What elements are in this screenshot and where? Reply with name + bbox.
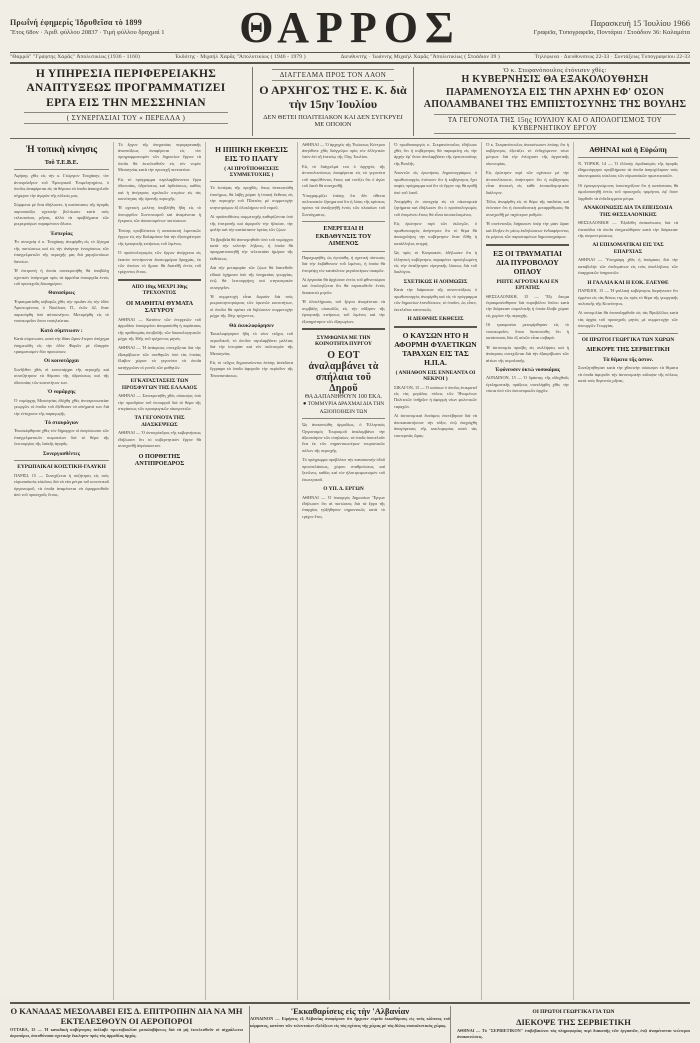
c1-sub-koinotarches: Οἱ κοινοτάρχαι — [14, 358, 109, 364]
c3-p1: Τὸ ἑσπέρας τῆς προχθές, ὅπως ἀνεκοινώθη ἐπισήμως, θὰ λάβῃ χώραν ἡ ἱππικὴ ἔκθεσις εἰς τὴν περιοχὴν τοῦ Πλατέος μὲ συμμετοχὴν κτηνοτρόφων ἐξ ὁλοκλήρου τοῦ νομοῦ. — [210, 185, 293, 211]
bottom-headline-canada — [10, 1006, 243, 1043]
c5-p8: Αἱ ἀστυνομικαὶ δυνάμεις ἐπενέβησαν διὰ νὰ ἀποκαταστήσουν τὴν τάξιν, ἐνῷ ἐκηρύχθη ἀπαγόρευσις τῆς κυκλοφορίας κατὰ τὰς νυκτερινὰς ὥρας. — [394, 413, 477, 439]
c5-p3: Ἀνεφέρθη ἐν συνεχείᾳ εἰς τὰ οἰκονομικὰ ζητήματα καὶ ἐδήλωσεν ὅτι ὁ προϋπολογισμὸς τοῦ ἑπομένου ἔτους θὰ εἶναι ἰσοσκελισμένος. — [394, 199, 477, 218]
c2-headline-diaskepsis: ΤΑ ΓΕΓΟΝΟΤΑ ΤΗΣ ΔΙΑΣΚΕΨΕΩΣ — [118, 415, 201, 428]
c2-p7: ΑΘΗΝΑΙ — Ἡ ἀνάκρισις συνεχίζεται διὰ τὴν ἐξακρίβωσιν τῶν συνθηκῶν ὑπὸ τὰς ὁποίας ἔλαβον χώραν τὰ γεγονότα τὰ ὁποῖα κατήγγειλαν οἱ γονεῖς τῶν μαθητῶν. — [118, 345, 201, 371]
c7-sub-anakoinosis: ΑΝΑΚΟΙΝΩΣΙΣ ΔΙΑ ΤΑ ΕΠΕΙΣΟΔΙΑ ΤΗΣ ΘΕΣΣΑΛΟΝΙΚΗΣ — [578, 205, 678, 218]
c5-p1: Ὁ πρωθυπουργὸς κ. Στεφανόπουλος ἐδήλωσε χθὲς ὅτι ἡ κυβέρνησις θὰ παραμείνῃ εἰς τὴν ἀρχὴν ἐφ' ὅσον ἀπολαμβάνει τῆς ἐμπιστοσύνης τῆς Βουλῆς. — [394, 142, 477, 168]
c1-p3: Ἐν συνεχείᾳ ὁ κ. Τσοχάκης ἀνεφέρθη εἰς τὸ ζήτημα τῆς πιστώσεως καὶ εἰς τὴν ἀνάγκην ἐνισχύσεως τῶν ἐπαγγελματιῶν τῆς περιοχῆς μας διὰ χαμηλοτόκων δανείων. — [14, 239, 109, 265]
offices-line: Γραφεῖα, Τυπογραφεῖα, Ποντάρια / Στοάδιον 36: Καλαμάτα — [495, 29, 690, 38]
headline-mid-kicker: ΔΙΑΓΓΕΛΜΑ ΠΡΟΣ ΤΟΝ ΛΑΟΝ — [272, 69, 394, 81]
c7-p3: ΘΕΣΣΑΛΟΝΙΚΗ — Ἐξεδόθη ἀνακοίνωσις διὰ τὰ ἐπεισόδια τὰ ὁποῖα ἐσημειώθησαν κατὰ τὴν διάρκειαν τῆς συγκεντρώσεως. — [578, 220, 678, 239]
feature-eot-bullet — [302, 400, 385, 416]
c3-p6: Ἐκυκλοφόρησεν ἤδη τὸ νέον τεῦχος τοῦ περιοδικοῦ, τὸ ὁποῖον περιλαμβάνει μελέτας διὰ τὴν ἱστορίαν καὶ τὸν πολιτισμὸν τῆς Μεσσηνίας. — [210, 331, 293, 357]
headline-mid-note: ΔΕΝ ΘΕΤΕΙ ΠΟΛΙΤΕΙΑΚΟΝ ΚΑΙ ΔΕΝ ΣΥΓΚΡΥΕΙ ΜΕ ΟΠΟΙΟΝ — [258, 114, 408, 128]
c6-headline-traumatiai: ΕΞ ΟΙ ΤΡΑΥΜΑΤΙΑΙ ΔΙΑ ΠΥΡΟΒΟΛΟΥ ΟΠΛΟΥ — [486, 249, 569, 276]
c6-p3: Τέλος ἀνεφέρθη εἰς τὸ θέμα τῆς παιδείας καὶ ἐτόνισεν ὅτι ἡ ἐκπαιδευτικὴ μεταρρύθμισις θὰ συνεχισθῇ μὲ ταχύτερον ρυθμόν. — [486, 199, 569, 218]
c1-p8: Ὁ νομάρχης Μεσσηνίας ἐδέχθη χθὲς ἀντιπροσωπείαν γεωργῶν οἱ ὁποῖοι τοῦ ἐξέθεσαν τὰ αἰτήματά των διὰ τὴν ἐνίσχυσιν τῆς παραγωγῆς. — [14, 398, 109, 417]
c1-p2: Σύμφωνα μὲ ὅσα ἐδήλωσεν, ἡ κατάστασις τῆς ἀγορᾶς παρουσιάζει σχετικὴν βελτίωσιν κατὰ τοὺς τελευταίους μῆνας, ἀλλὰ τὰ προβλήματα τῶν μικρεμπόρων παραμένουν ἄλυτα. — [14, 202, 109, 228]
c1-sub-europaikai: ΕΥΡΩΠΑΙΚΑΙ ΚΟΙΣΤΙΚΗ-ΓΛΑΥΚΗ — [14, 464, 109, 470]
c1-sub-tebe: Τοῦ Τ.Ε.Β.Ε. — [14, 159, 109, 166]
column-4 — [298, 142, 390, 1000]
c5-p7: ΣΙΚΑΓΟΝ, 15 — Ὁ καύσων ὁ ὁποῖος ἐπικρατεῖ εἰς τὰς μεγάλας πόλεις τῶν Ἡνωμένων Πολιτειῶν ὑπῆρξεν ἡ ἀφορμὴ νέων φυλετικῶν ταραχῶν. — [394, 385, 477, 411]
c1-p10: ΠΑΡΙΣΙ, 15 — Συνεχίζεται ἡ συζήτησις εἰς τοὺς εὐρωπαϊκοὺς κύκλους διὰ τὰ νέα μέτρα τοῦ κοινοτικοῦ ὀργανισμοῦ, τὰ ὁποῖα ἀναμένεται νὰ ἐφαρμοσθοῦν ἀπὸ τοῦ προσεχοῦς ἔτους. — [14, 473, 109, 499]
c7-p1: Ν. ΥΟΡΚΗ, 14 — Ὁ ἐλλιπὴς ἐφοδιασμὸς τῆς ἀγορᾶς ἐδημιούργησε προβλήματα τὰ ὁποῖα ἀπησχόλησαν τοὺς οἰκονομικοὺς κύκλους τῶν εὐρωπαϊκῶν πρωτευουσῶν. — [578, 161, 678, 180]
c2-p8: ΑΘΗΝΑΙ — Συνεκροτήθη χθὲς σύσκεψις ὑπὸ τὴν προεδρίαν τοῦ ὑπουργοῦ διὰ τὸ θέμα τῆς στεγάσεως τῶν προσφυγικῶν οἰκογενειῶν. — [118, 393, 201, 412]
feature-eot-bullet-text: ΤΟΜΜΥΡΙΑ ΔΡΑΧΜΑΙ ΔΙΑ ΤΗΝ ΑΞΙΟΠΟΙΗΣΙΝ ΤΩΝ — [308, 401, 384, 415]
headline-right — [420, 67, 690, 136]
c1-p5: Ἐτραυματίσθη σοβαρῶς χθὲς τὴν πρωΐαν εἰς τὴν ὁδὸν Ἀριστομένους ὁ Νικόλαος Π., ἐτῶν 42, ὅταν παρεσύρθη ὑπὸ αὐτοκινήτου. Μετεφέρθη εἰς τὸ νοσοκομεῖον ὅπου νοσηλεύεται. — [14, 299, 109, 325]
c3-headline-ippiki: Η ΙΠΠΙΚΗ ΕΚΘΕΣΙΣ ΕΙΣ ΤΟ ΠΛΑΤΥ — [210, 145, 293, 163]
c3-sub-proupotheseis: ( ΑΙ ΠΡΟΫΠΟΘΕΣΕΙΣ ΣΥΜΜΕΤΟΧΗΣ ) — [210, 166, 293, 179]
c7-p6: Αἱ συνομιλίαι θὰ ἐπαναληφθοῦν εἰς τὰς Βρυξέλλας κατὰ τὰς ἀρχὰς τοῦ προσεχοῦς μηνὸς μὲ συμμετοχὴν τῶν ὑπουργῶν Γεωργίας. — [578, 310, 678, 329]
bottom-headline-albania-title: 'Εκκαθαρίσεις εἰς τὴν 'Αλβανίαν — [250, 1006, 450, 1017]
c1-sub-stavrogion: Τὸ σταυρόγιον — [14, 420, 109, 426]
masthead-right — [495, 18, 690, 38]
c2-headline-antiproedros: Ο ΠΟΡΘΕΤΗΣ ΑΝΤΙΠΡΟΕΔΡΟΣ — [118, 453, 201, 468]
c7-sub-protoi: ΟΙ ΠΡΩΤΟΙ ΓΕΩΡΓΙΚΑ ΤΩΝ ΧΩΡΩΝ — [578, 337, 678, 343]
c4-headline-ypergon: Ο ΥΠ. Δ. ΕΡΓΩΝ — [302, 486, 385, 492]
c5-sub-ekthesis: Η ΔΙΕΘΝΗΣ ΕΚΘΕΣΙΣ — [394, 316, 477, 322]
masthead-left — [10, 18, 205, 38]
c5-p5: Ὡς πρὸς τὸ Κυπριακόν, ἐδήλωσεν ὅτι ἡ ἑλληνικὴ κυβέρνησις παραμένει προσηλωμένη εἰς τὴν ἀναζήτησιν εἰρηνικῆς λύσεως διὰ τοῦ διαλόγου. — [394, 250, 477, 276]
issue-line: Ἔτος 68ον · Ἀριθ. φύλλου 20837 · Τιμή φύλλου δραχμαὶ 1 — [10, 29, 205, 38]
c5-sub-loimoxis: ΣΧΕΤΙΚΩΣ Η ΛΟΙΜΩΞΙΣ — [394, 279, 477, 285]
divider — [486, 244, 569, 246]
divider — [14, 460, 109, 461]
c1-p7: Συνῆλθον χθὲς οἱ κοινοτάρχαι τῆς περιοχῆς καὶ συνεζήτησαν τὰ θέματα τῆς ὑδρεύσεως καὶ τῆς ὁδοποιίας τῶν κοινοτήτων των. — [14, 367, 109, 386]
bottom-misc-kicker: ΟΙ ΠΡΩΤΟΙ ΓΕΩΡΓΙΚΑ ΓΙΑ ΤΩΝ — [457, 1009, 690, 1015]
divider — [210, 181, 293, 182]
column-3 — [206, 142, 298, 1000]
feature-eot-title: Ο ΕΟΤ ἀναλαμβάνει τὰ σπήλαια τοῦ Δηροῦ — [302, 350, 385, 394]
c6-sub-nosokomas: Ἐφόνευσεν ὀκτὼ νοσοκόμας — [486, 367, 569, 373]
c4-headline-limenos: ΕΝΕΡΓΕΙΑΙ Η ΕΚΒΑΘΥΝΣΙΣ ΤΟΥ ΛΙΜΕΝΟΣ — [302, 225, 385, 247]
column-2 — [114, 142, 206, 1000]
divider — [578, 333, 678, 334]
c3-p7: Εἰς τὸ τεῦχος δημοσιεύονται ἐπίσης ἀνέκδοτα ἔγγραφα τὰ ὁποῖα ἀφοροῦν τὴν περίοδον τῆς Ἐπαναστάσεως. — [210, 360, 293, 379]
c5-sub-nekroi: ( ΑΝΗΛΘΟΝ ΕΙΣ ΕΝΝΕΑΝΤΑ ΟΙ ΝΕΚΡΟΙ ) — [394, 370, 477, 383]
c4-p4: Παρεχωρήθη, ὡς ἐγνώσθη, ἡ σχετικὴ πίστωσις διὰ τὴν ἐκβάθυνσιν τοῦ λιμένος, ἡ ὁποία θὰ ἐπιτρέψῃ τὸν κατάπλουν μεγαλυτέρων σκαφῶν. — [302, 255, 385, 274]
bottom-strip — [10, 1002, 690, 1043]
c1-sub-thanasimos: Θανασίμως — [14, 290, 109, 296]
c3-p3: Τὰ βραβεῖα θὰ ἀπονεμηθοῦν ὑπὸ τοῦ νομάρχου κατὰ τὴν τελετὴν λήξεως, ἡ ὁποία θὰ πραγματοποιηθῇ τὴν τελευταίαν ἡμέραν τῆς ἐκθέσεως. — [210, 237, 293, 263]
c3-p2: Αἱ προϋποθέσεις συμμετοχῆς καθορίζονται ὑπὸ τῆς ἐπιτροπῆς καὶ ἀφοροῦν τὴν ἡλικίαν, τὴν φυλὴν καὶ τὴν κατάστασιν ὑγείας τῶν ζῴων. — [210, 214, 293, 233]
c7-p5: ΠΑΡΙΣΙΟΙ, 15 — Ἡ γαλλικὴ κυβέρνησις διεμήνυσεν ὅτι ἐμμένει εἰς τὰς θέσεις της ὡς πρὸς τὸ θέμα τῆς γεωργικῆς πολιτικῆς τῆς Κοινότητος. — [578, 288, 678, 307]
c6-p4: Ἡ συνέντευξις διήρκεσεν ὑπὲρ τὴν μίαν ὥραν καὶ ἔληξεν ἐν μέσῳ ἐκδηλώσεων ἐνδιαφέροντος ἐκ μέρους τῶν παρισταμένων δημοσιογράφων. — [486, 221, 569, 240]
subbar-item-0: "Θαρρῶ" "Γράφτης Χαρᾶς" Ἀπολυτικίως (1936 - 1160) — [10, 54, 140, 60]
c2-p9: ΑΘΗΝΑΙ — Ὁ ἀντιπρόεδρος τῆς κυβερνήσεως ἐδήλωσεν ὅτι τὸ κυβερνητικὸν ἔργον θὰ συνεχισθῇ ἀπρόσκοπτον. — [118, 430, 201, 449]
c4-p6: Ἡ ὁλοκλήρωσις τοῦ ἔργου ἀναμένεται νὰ συμβάλῃ οὐσιωδῶς εἰς τὴν αὔξησιν τῆς ἐμπορικῆς κινήσεως τοῦ λιμένος καὶ τὴν ἐξυπηρέτησιν τῶν ἐξαγωγέων. — [302, 299, 385, 325]
headline-left-title: Η ΥΠΗΡΕΣΙΑ ΠΕΡΙΦΕΡΕΙΑΚΗΣ ΑΝΑΠΤΥΞΕΩΣ ΠΡΟΓΡΑΜΜΑΤΙΖΕΙ ΕΡΓΑ ΕΙΣ ΤΗΝ ΜΕΣΣΗΝΙΑΝ — [10, 67, 242, 110]
c2-headline-prosfyges: ΕΓΚΑΤΑΣΤΑΣΕΙΣ ΤΩΝ ΠΡΟΣΦΥΓΩΝ ΤΗΣ ΕΛΛΑΔΟΣ — [118, 378, 201, 391]
divider — [14, 169, 109, 170]
column-6 — [482, 142, 574, 1000]
c2-p5: Ὁ προϋπολογισμὸς τῶν ἔργων ἀνέρχεται εἰς ἑκατὸν πεντήκοντα ἑκατομμύρια δραχμάς, ἐκ τῶν ὁποίων τὸ ἥμισυ θὰ διατεθῇ ἐντὸς τοῦ τρέχοντος ἔτους. — [118, 250, 201, 276]
c4-p8: Τὸ πρόγραμμα προβλέπει τὴν κατασκευὴν ὁδοῦ προσπελάσεως, χώρου σταθμεύσεως καὶ ξενῶνος, καθὼς καὶ τὸν ἠλεκτροφωτισμὸν τοῦ ἐσωτερικοῦ. — [302, 457, 385, 483]
c7-sub-epidomatikai: ΑΙ ΕΠΙΔΟΜΑΤΙΚΑΙ ΕΙΣ ΤΑΣ ΕΠΑΡΧΙΑΣ — [578, 242, 678, 255]
c2-headline-dates: ΑΠΟ 18ης ΜΕΧΡΙ 30ης ΤΡΕΧΟΝΤΟΣ — [118, 284, 201, 297]
c1-sub-symptosin: Κατὰ σύμπτωσιν : — [14, 328, 109, 334]
bottom-headline-albania — [249, 1006, 451, 1043]
c7-p2: Οἱ ἐμπειρογνώμονες ὑποστηρίζουν ὅτι ἡ κατάστασις θὰ ὁμαλοποιηθῇ ἐντὸς τοῦ προσεχοῦς τριμήνου, ἐφ' ὅσον ληφθοῦν τὰ ἐνδεδειγμένα μέτρα. — [578, 183, 678, 202]
feature-eot-line: ΘΑ ΔΑΠΑΝΗΘΟΥΝ 100 ΕΚΑ. — [302, 394, 385, 400]
feature-eot — [302, 328, 385, 419]
c1-p1: Ἀφήσης χθὲς εἰς τὴν κ. Γεώργιον Τσοχάκην, τὸν ἀντιπρόεδρον τοῦ Ἐμπορικοῦ Ἐπιμελητηρίου, ὁ ὁποῖος ἀναφέρεται εἰς τὰ θέματα τὰ ὁποῖα ἀπασχολοῦν σήμερον τὴν ἀγορὰν τῆς πόλεώς μας. — [14, 173, 109, 199]
c1-sub-synergasthentes: Συνεργασθέντες — [14, 451, 109, 457]
feature-eot-kicker: ΣΥΜΦΩΝΙΑ ΜΕ ΤΗΝ ΚΟΙΝΟΤΗΤΑ ΠΥΡΓΟΥ — [302, 335, 385, 348]
c6-p1: Ὁ κ. Στεφανόπουλος ἀνεκοίνωσεν ἐπίσης ὅτι ἡ κυβέρνησις ἐξετάζει τὸ ἐνδεχόμενον νέων μέτρων διὰ τὴν ἐνίσχυσιν τῆς ἀγροτικῆς οἰκονομίας. — [486, 142, 569, 168]
column-1 — [10, 142, 114, 1000]
c3-sub-ekykloforisen: Θὰ ἐκυκλοφόρησεν — [210, 323, 293, 329]
masthead-subbar — [10, 53, 690, 64]
bullet-dot-icon: ● — [303, 401, 307, 407]
c1-p9: Ἐπεσκέφθησαν χθὲς τὸν δήμαρχον οἱ ἐκπρόσωποι τῶν ἐπαγγελματικῶν σωματείων διὰ τὸ θέμα τῆς λειτουργίας τῆς λαϊκῆς ἀγορᾶς. — [14, 428, 109, 447]
bottom-misc-title: ΔΙΕΚΟΨΕ ΤΗΣ ΣΕΡΒΙΕΤΙΚΗ — [457, 1017, 690, 1028]
c7-sub-diekopse: ΔΙΕΚΟΨΕ ΤΗΣ ΣΕΡΒΙΕΤΙΚΗ — [578, 346, 678, 353]
c3-p4: Διὰ τὴν μεταφορὰν τῶν ζῴων θὰ διατεθοῦν εἰδικὰ ὀχήματα ὑπὸ τῆς ὑπηρεσίας γεωργίας, ἐνῷ θὰ λειτουργήσῃ καὶ κτηνιατρικὸν συνεργεῖον. — [210, 265, 293, 291]
c7-headline-athinai-europi: ΑΘΗΝΑΙ καὶ ἡ Εὐρώπη — [578, 145, 678, 154]
founded-line: Πρωΐνή ἐφημερίς Ἱδρυθεῖσα τὸ 1899 — [10, 18, 205, 29]
bottom-headline-misc — [457, 1006, 690, 1043]
headline-left — [10, 67, 246, 136]
c5-headline-kafson: Ο ΚΑΥΣΩΝ ΗΤΟ Η ΑΦΟΡΜΗ ΦΥΛΕΤΙΚΩΝ ΤΑΡΑΧΩΝ ΕΙΣ ΤΑΣ Η.Π.Α. — [394, 331, 477, 367]
c2-p6: ΑΘΗΝΑΙ — Κατόπιν τῶν ἐνεργειῶν τοῦ ἁρμοδίου ὑπουργείου ἀπεφασίσθη ἡ παράτασις τῆς προθεσμίας ὑποβολῆς τῶν δικαιολογητικῶν μέχρι τῆς 30ῆς τοῦ τρέχοντος μηνός. — [118, 317, 201, 343]
bottom-albania-body: ΛΟΝΔΙΝΟΝ — Εἰρήσεις ἐξ Ἀλβανίας ἀναφέρουν ὅτι ἤρχισεν εὐρεῖα ἐκκαθάρισις εἰς τοὺς κόλπους τοῦ κόμματος, κατόπιν τῶν τελευταίων ἐξελίξεων εἰς τὰς σχέσεις τῆς χώρας μὲ τὰς ἄλλας σοσιαλιστικὰς χώρας. — [250, 1016, 450, 1029]
c2-p1: Τὸ ἔργον τῆς ὑπηρεσίας περιφερειακῆς ἀναπτύξεως ἀναφέρεται εἰς τὸν προγραμματισμὸν τῶν δημοσίων ἔργων τὰ ὁποῖα θὰ ἐκτελεσθοῦν εἰς τὸν νομὸν Μεσσηνίας κατὰ τὴν προσεχῆ πενταετίαν. — [118, 142, 201, 174]
divider — [118, 279, 201, 281]
headline-band — [10, 64, 690, 139]
c2-p4: Ἐπίσης προβλέπεται ἡ κατασκευὴ λιμενικῶν ἔργων εἰς τὴν Καλαμάταν διὰ τὴν ἐξυπηρέτησιν τῆς ἐμπορικῆς κινήσεως τοῦ λιμένος. — [118, 228, 201, 247]
headline-mid — [252, 67, 414, 136]
issue-date: Παρασκευή 15 Ἰουλίου 1966 — [495, 18, 690, 29]
subbar-item-3: Τηλέφωνα · Διευθύνσεως 22-33 · Συντάξεως Τυπογραφείου 22-33 — [535, 54, 690, 60]
column-5 — [390, 142, 482, 1000]
newspaper-title: ΘΑΡΡΟΣ — [205, 6, 495, 50]
c7-sub-astyn: Τὰ θέματα τῆς ἀστυν. — [578, 357, 678, 363]
c1-sub-nomarchis: Ὁ νομάρχης — [14, 389, 109, 395]
c1-p6: Κατὰ σύμπτωσιν, κατὰ τὴν ἰδίαν ὥραν ἕτερον ἀτύχημα ἐσημειώθη εἰς τὴν ὁδὸν Φαρῶν μὲ ἐλαφρὸν τραυματισμὸν δύο προσώπων. — [14, 336, 109, 355]
c4-p2: Εἰς τὸ διάγγελμά του ὁ ἀρχηγὸς τῆς ἀντιπολιτεύσεως ἀναφέρεται εἰς τὰ γεγονότα τοῦ παρελθόντος ἔτους καὶ τονίζει ὅτι ὁ ἀγὼν τοῦ λαοῦ θὰ συνεχισθῇ. — [302, 164, 385, 190]
c4-p5: Αἱ ἐργασίαι θὰ ἀρχίσουν ἐντὸς τοῦ φθινοπώρου καὶ ὑπολογίζεται ὅτι θὰ περατωθοῦν ἐντὸς δεκαοκτὼ μηνῶν. — [302, 277, 385, 296]
c1-p4: Ἡ ἐπιτροπὴ ἡ ὁποία συνεκροτήθη θὰ ὑποβάλῃ σχετικὸν ὑπόμνημα πρὸς τὰ ἁρμόδια ὑπουργεῖα ἐντὸς τοῦ προσεχοῦς δεκαημέρου. — [14, 268, 109, 287]
c6-p7: Ἡ ἀστυνομία προέβη εἰς συλλήψεις καὶ ἡ ἀνάκρισις συνεχίζεται διὰ τὴν ἐξακρίβωσιν τῶν αἰτίων τῆς συμπλοκῆς. — [486, 345, 569, 364]
bottom-headline-canada-title: Ο ΚΑΝΑΔΑΣ ΜΕΣΟΛΑΒΕΙ ΕΙΣ Δ. ΕΠΙΤΡΟΠΗΝ ΔΙΑ ΝΑ ΜΗ ΕΚΤΕΛΕΣΘΟΥΝ ΟΙ ΑΕΡΟΠΟΡΟΙ — [10, 1006, 243, 1027]
subbar-item-1: Ἐκδότης · Μιχαήλ Χαρᾶς "Ἀπολυτικίως ( 1946 - 1979 ) — [175, 54, 306, 60]
divider — [394, 326, 477, 328]
c5-p6: Κατὰ τὴν διάρκειαν τῆς συνεντεύξεως ὁ πρωθυπουργὸς ἀνεφέρθη καὶ εἰς τὸ πρόγραμμα τῶν δημοσίων ἐπενδύσεων, τὸ ὁποῖον, ὡς εἶπεν, ἐκτελεῖται κανονικῶς. — [394, 287, 477, 313]
article-grid — [10, 142, 690, 1000]
c6-p2: Εἰς ἐρώτησιν περὶ τῶν σχέσεων μὲ τὴν ἀντιπολίτευσιν, ἀπήντησεν ὅτι ἡ κυβέρνησις εἶναι ἀνοικτὴ εἰς κάθε ἐποικοδομητικὸν διάλογον. — [486, 170, 569, 196]
divider — [302, 251, 385, 252]
headline-left-sub: ( ΣΥΝΕΡΓΑΣΙΑΙ ΤΟΥ « ΠΕΡΕΛΛΑ ) — [24, 112, 228, 124]
c4-p3: Ὑπογραμμίζει ἐπίσης ὅτι δὲν τίθεται πολιτειακὸν ζήτημα καὶ ὅτι ἡ λύσις τῆς κρίσεως πρέπει νὰ ἀναζητηθῇ ἐντὸς τῶν πλαισίων τοῦ Συντάγματος. — [302, 193, 385, 219]
bottom-misc-body: ΑΘΗΝΑΙ — Τὸ "ΣΕΡΒΙΕΤΙΚΟΝ" ἐπιβεβαιώνει τὰς πληροφορίας περὶ διακοπῆς τῶν ἐργασιῶν, ἐνῷ ἀναμένονται νεώτεραι ἀνακοινώσεις. — [457, 1028, 690, 1041]
headline-right-sub: ΤΑ ΓΕΓΟΝΟΤΑ ΤΗΣ 15ης ΙΟΥΛΙΟΥ ΚΑΙ Ο ΑΠΟΛΟΓΙΣΜΟΣ ΤΟΥ ΚΥΒΕΡΝΗΤΙΚΟΥ ΕΡΓΟΥ — [434, 114, 676, 134]
c5-p2: Ἀπαντῶν εἰς ἐρωτήσεις δημοσιογράφων, ὁ πρωθυπουργὸς ἐτόνισεν ὅτι ἡ κυβέρνησις ἔχει σαφὲς πρόγραμμα καὶ ὅτι τὸ ἔργον της θὰ κριθῇ ὑπὸ τοῦ λαοῦ. — [394, 170, 477, 196]
c2-p3: Ἡ σχετικὴ μελέτη ὑπεβλήθη ἤδη εἰς τὸ ὑπουργεῖον Συντονισμοῦ καὶ ἀναμένεται ἡ ἔγκρισις τῶν ἀπαιτουμένων πιστώσεων. — [118, 205, 201, 224]
c4-p7: Ὡς ἀνεκοινώθη ἁρμοδίως, ὁ Ἑλληνικὸς Ὀργανισμὸς Τουρισμοῦ ἀναλαμβάνει τὴν ἀξιοποίησιν τῶν σπηλαίων, τὰ ὁποῖα ἀποτελοῦν ἕνα ἐκ τῶν σημαντικωτέρων τουριστικῶν πόλων τῆς περιοχῆς. — [302, 422, 385, 454]
c6-p5: ΘΕΣΣΑΛΟΝΙΚΗ, 15 — Ἕξι ἄτομα ἐτραυματίσθησαν διὰ πυροβόλου ὅπλου κατὰ τὴν διάρκειαν συμπλοκῆς ἡ ὁποία ἔλαβε χώραν εἰς χωρίον τῆς περιοχῆς. — [486, 294, 569, 320]
c6-sub-agrotai: ΡΙΠΤΕ ΑΓΡΟΤΑΙ ΚΑΙ ΕΝ ΕΡΓΑΤΗΣ — [486, 279, 569, 292]
c2-headline-mathites: ΟΙ ΜΑΘΗΤΑΙ ΘΥΜΑΤΑ ΣΑΤΥΡΟΥ — [118, 300, 201, 315]
column-7 — [574, 142, 682, 1000]
headline-mid-title: Ο ΑΡΧΗΓΟΣ ΤΗΣ Ε. Κ. διὰ τὴν 15ην Ἰουλίου — [258, 83, 408, 112]
c1-headline-local: Ἡ τοπικὴ κίνησις — [14, 145, 109, 156]
divider — [302, 221, 385, 222]
c4-p1: ΑΘΗΝΑΙ — Ὁ ἀρχηγὸς τῆς Ἑνώσεως Κέντρου ἀπηύθυνε χθὲς διάγγελμα πρὸς τὸν ἑλληνικὸν λαὸν ἐπὶ τῇ ἐπετείῳ τῆς 15ης Ἰουλίου. — [302, 142, 385, 161]
divider — [118, 374, 201, 375]
c2-p2: Εἰς τὸ πρόγραμμα περιλαμβάνονται ἔργα ὁδοποιίας, ὑδρεύσεως καὶ ἀρδεύσεως, καθὼς καὶ ἡ ἀνέγερσις σχολικῶν κτιρίων εἰς τὰς κοινότητας τῆς ὀρεινῆς περιοχῆς. — [118, 177, 201, 203]
c1-sub-esperias: Ἑσπερίας — [14, 231, 109, 237]
headline-right-kicker: Ὁ κ. Στεφανόπουλος ἐτόνισεν χθὲς: — [420, 67, 690, 74]
c6-p6: Οἱ τραυματίαι μετεφέρθησαν εἰς τὸ νοσοκομεῖον, ὅπου διεπιστώθη ὅτι ἡ κατάστασις δύο ἐξ αὐτῶν εἶναι σοβαρά. — [486, 322, 569, 341]
c7-p7: Συνεζητήθησαν κατὰ τὴν χθεσινὴν σύσκεψιν τὰ θέματα τὰ ὁποῖα ἀφοροῦν τὴν ἀστυνομικὴν κάλυψιν τῆς πόλεως κατὰ τοὺς θερινοὺς μῆνας. — [578, 365, 678, 384]
c5-p4: Εἰς ἐρώτησιν περὶ τῶν ἐκλογῶν, ὁ πρωθυπουργὸς ἀπήντησεν ὅτι τὸ θέμα θὰ ἀπασχολήσῃ τὴν κυβέρνησιν ὅταν ἔλθῃ ἡ κατάλληλος στιγμή. — [394, 221, 477, 247]
c4-p9: ΑΘΗΝΑΙ — Ὁ ὑπουργὸς Δημοσίων Ἔργων ἐδήλωσεν ὅτι αἱ πιστώσεις διὰ τὰ ἔργα τῆς ἐπαρχίας ηὐξήθησαν σημαντικῶς κατὰ τὸ τρέχον ἔτος. — [302, 495, 385, 521]
masthead — [10, 6, 690, 53]
c6-p8: ΛΟΝΔΙΝΟΝ, 15 — Ὁ δράστης τῆς εἰδεχθοῦς ἐγκληματικῆς πράξεως συνελήφθη χθὲς τὴν νύκτα ὑπὸ τῶν ἀστυνομικῶν ἀρχῶν. — [486, 375, 569, 394]
c3-p5: Ἡ συμμετοχὴ εἶναι δωρεὰν διὰ τοὺς μικροκτηνοτρόφους τῶν ὀρεινῶν κοινοτήτων, οἱ ὁποῖοι θὰ πρέπει νὰ δηλώσουν συμμετοχὴν μέχρι τῆς 16ης τρέχοντος. — [210, 294, 293, 320]
divider — [578, 157, 678, 158]
bottom-canada-body: ΟΤΤΑΒΑ, 15 — Ἡ καναδικὴ κυβέρνησις ἀνέλαβε πρωτοβουλίαν μεσολαβήσεως διὰ νὰ μὴ ἐκτελεσθοῦν οἱ αἰχμάλωτοι ἀεροπόροι, ἀπευθύνασα σχετικὴν ἔκκλησιν πρὸς τὰς ἁρμοδίας ἀρχάς. — [10, 1027, 243, 1040]
subbar-item-2: Διευθυντής · Ἰωάννης Μιχαήλ Χαρᾶς "Ἀπολυτικίως ( Στοάδιον 39 ) — [341, 54, 500, 60]
c7-p4: ΑΘΗΝΑΙ — Ὑπεγράφη χθὲς ἡ ἀπόφασις διὰ τὴν καταβολὴν τῶν ἐπιδομάτων εἰς τοὺς ὑπαλλήλους τῶν ἐπαρχιακῶν ὑπηρεσιῶν. — [578, 257, 678, 276]
headline-right-title: Η ΚΥΒΕΡΝΗΣΙΣ ΘΑ ΕΞΑΚΟΛΟΥΘΗΣΗ ΠΑΡΑΜΕΝΟΥΣΑ ΕΙΣ ΤΗΝ ΑΡΧΗΝ ΕΦ' ΟΣΟΝ ΑΠΟΛΑΜΒΑΝΕΙ ΤΗΣ ΕΜΠΙΣΤΟΣΥΝΗΣ ΤΗΣ ΒΟΥΛΗΣ — [420, 74, 690, 112]
c7-sub-gallia-eok: Η ΓΑΛΛΙΑ ΚΑΙ Η ΕΟΚ. ΕΛΕΥΘΕ — [578, 280, 678, 286]
